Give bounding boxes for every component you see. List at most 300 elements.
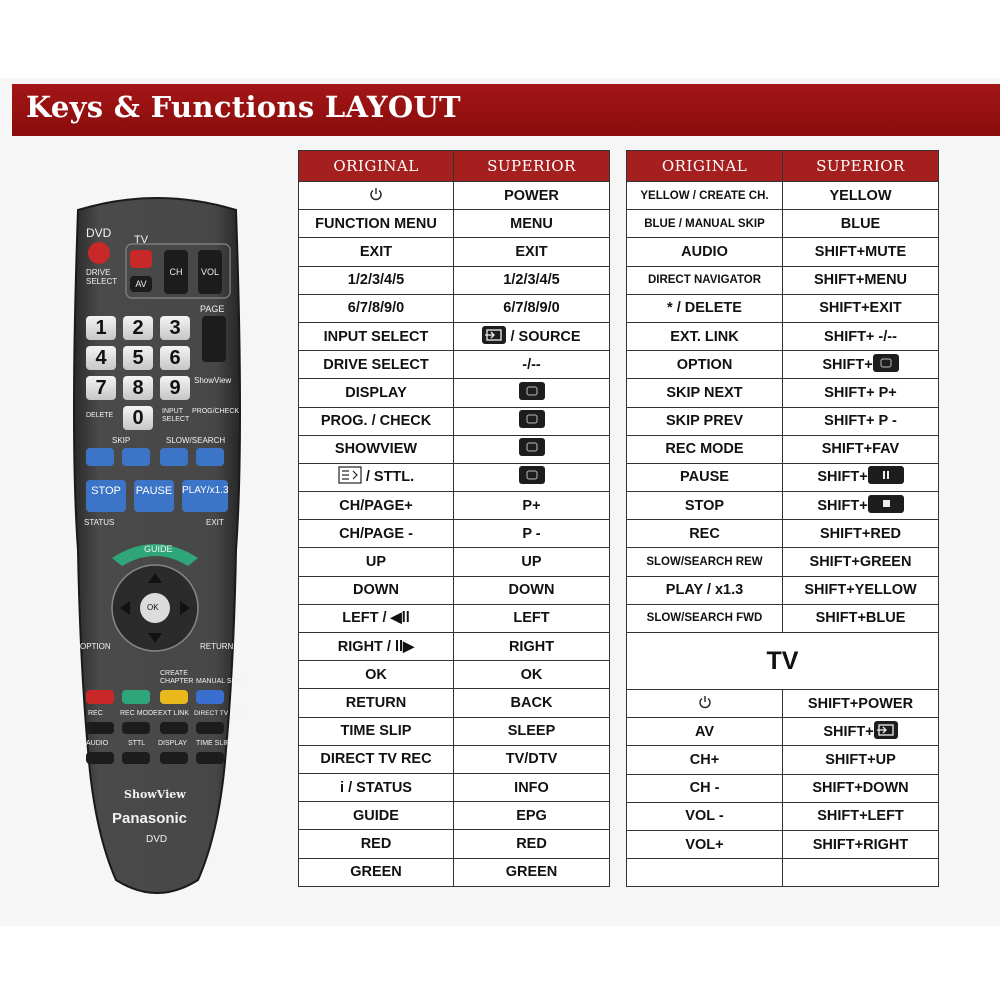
remote-manual-skip-label: MANUAL SKIP xyxy=(196,678,243,685)
remote-sttl-key xyxy=(122,752,150,764)
superior-cell xyxy=(783,463,939,491)
table-row xyxy=(627,576,939,604)
superior-cell xyxy=(783,238,939,266)
table-row xyxy=(627,746,939,774)
original-cell xyxy=(299,604,454,632)
table-header-row xyxy=(627,151,939,182)
remote-option-label: OPTION xyxy=(80,642,111,651)
superior-cell xyxy=(783,802,939,830)
table-row xyxy=(627,859,939,887)
superior-cell xyxy=(783,182,939,210)
original-cell-text: BLUE / MANUAL SKIP xyxy=(644,217,765,230)
table-row xyxy=(627,435,939,463)
superior-cell-text: / SOURCE xyxy=(510,328,581,345)
page-title: Keys & Functions LAYOUT xyxy=(26,90,461,124)
table-row xyxy=(299,858,610,886)
original-cell-text: CH - xyxy=(689,780,720,797)
superior-cell-text: SHIFT+RIGHT xyxy=(812,836,909,853)
original-cell-text: SHOWVIEW xyxy=(334,441,418,458)
original-cell-text: CH/PAGE - xyxy=(339,525,413,542)
original-cell xyxy=(627,548,783,576)
superior-cell xyxy=(454,604,610,632)
original-cell xyxy=(299,802,454,830)
superior-cell-text: SHIFT+ xyxy=(822,356,873,373)
original-cell xyxy=(627,830,783,858)
superior-cell xyxy=(783,520,939,548)
original-cell-text: VOL+ xyxy=(685,836,724,853)
table-row xyxy=(627,238,939,266)
superior-cell-text: SHIFT+MENU xyxy=(813,272,908,289)
original-cell-text: DOWN xyxy=(353,582,399,599)
superior-cell-text: GREEN xyxy=(505,864,558,881)
table-row xyxy=(299,604,610,632)
remote-slow-fwd-key xyxy=(196,448,224,466)
original-cell-text: RIGHT / ll▶ xyxy=(337,638,415,655)
original-cell-text: EXT. LINK xyxy=(670,328,739,345)
remote-page-label: PAGE xyxy=(200,304,225,314)
table-row xyxy=(299,576,610,604)
stop-key-icon xyxy=(868,495,904,517)
original-cell-text: YELLOW / CREATE CH. xyxy=(640,189,769,202)
remote-input-select-label: INPUT SELECT xyxy=(162,408,190,423)
original-cell-text: OK xyxy=(365,666,387,683)
original-cell xyxy=(299,689,454,717)
remote-green-key xyxy=(122,690,150,704)
superior-cell xyxy=(783,859,939,887)
table-row xyxy=(299,802,610,830)
remote-prog-check-label: PROG/CHECK xyxy=(192,408,240,415)
table-row xyxy=(627,520,939,548)
title-bar xyxy=(12,84,1000,136)
table-row xyxy=(299,210,610,238)
superior-cell xyxy=(454,492,610,520)
superior-cell xyxy=(783,548,939,576)
table-row xyxy=(627,351,939,379)
superior-cell xyxy=(783,294,939,322)
superior-cell xyxy=(454,210,610,238)
superior-cell xyxy=(454,773,610,801)
superior-cell xyxy=(783,379,939,407)
table-row xyxy=(627,294,939,322)
remote-digit-4: 4 xyxy=(86,346,116,370)
superior-cell-text: POWER xyxy=(504,187,559,204)
remote-brand-logo: Panasonic xyxy=(112,810,188,827)
remote-skip-next-key xyxy=(122,448,150,466)
header-superior: SUPERIOR xyxy=(454,151,610,182)
superior-cell-text: SHIFT+BLUE xyxy=(815,610,906,627)
superior-cell xyxy=(783,604,939,632)
table-header-row xyxy=(299,151,610,182)
superior-cell-text: SHIFT+POWER xyxy=(807,695,914,712)
remote-status-label: STATUS xyxy=(84,518,115,527)
remote-audio-label: AUDIO xyxy=(86,740,109,747)
table-row xyxy=(299,773,610,801)
superior-cell-text: RIGHT xyxy=(508,638,555,655)
input-source-icon xyxy=(874,721,898,743)
remote-digit-1: 1 xyxy=(86,316,116,340)
remote-guide-label: GUIDE xyxy=(144,544,173,554)
remote-skip-prev-key xyxy=(86,448,114,466)
power-icon xyxy=(698,695,712,713)
superior-cell-text: SHIFT+UP xyxy=(825,751,896,768)
table-row xyxy=(299,520,610,548)
superior-cell xyxy=(454,463,610,491)
remote-stop-key: STOP xyxy=(86,480,126,512)
superior-cell xyxy=(454,294,610,322)
table-row xyxy=(299,379,610,407)
subtitle-icon xyxy=(338,466,362,488)
superior-cell-text: SHIFT+ -/-- xyxy=(824,328,897,345)
original-cell-text: SLOW/SEARCH FWD xyxy=(646,612,763,625)
table-row xyxy=(299,717,610,745)
original-cell xyxy=(299,210,454,238)
table-row xyxy=(299,182,610,210)
superior-cell xyxy=(783,576,939,604)
keys-table-left xyxy=(298,150,610,887)
table-row xyxy=(299,830,610,858)
remote-digit-5: 5 xyxy=(123,346,153,370)
table-row xyxy=(627,802,939,830)
original-cell-text: 6/7/8/9/0 xyxy=(347,300,405,317)
button-icon xyxy=(519,438,545,460)
table-row xyxy=(627,690,939,718)
original-cell xyxy=(299,576,454,604)
original-cell-text: AUDIO xyxy=(681,243,728,260)
superior-cell-text: SHIFT+ xyxy=(817,469,868,486)
superior-cell-text: OK xyxy=(520,666,543,683)
remote-model-label: DVD xyxy=(146,834,168,845)
superior-cell-text: SHIFT+ P - xyxy=(824,413,897,430)
original-cell-text: RETURN xyxy=(345,694,407,711)
original-cell xyxy=(627,266,783,294)
superior-cell xyxy=(783,351,939,379)
original-cell xyxy=(627,294,783,322)
superior-cell-text: MENU xyxy=(510,215,553,232)
table-row xyxy=(627,604,939,632)
tv-section-heading: TV xyxy=(627,633,939,690)
table-row xyxy=(627,830,939,858)
remote-av-button: AV xyxy=(130,276,152,292)
remote-control xyxy=(68,190,246,915)
table-row xyxy=(299,463,610,491)
original-cell xyxy=(627,463,783,491)
superior-cell xyxy=(454,520,610,548)
remote-page-rocker xyxy=(202,316,226,362)
superior-cell-text: DOWN xyxy=(508,582,555,599)
remote-rec-key xyxy=(86,722,114,734)
original-cell-text: SKIP NEXT xyxy=(666,384,743,401)
superior-cell-text: SHIFT+ xyxy=(823,723,874,740)
remote-play-key: PLAY/x1.3 xyxy=(182,480,228,512)
superior-cell xyxy=(454,548,610,576)
original-cell-text: PAUSE xyxy=(680,469,729,486)
remote-digit-3: 3 xyxy=(160,316,190,340)
original-cell xyxy=(299,463,454,491)
original-cell xyxy=(299,661,454,689)
pause-key-icon xyxy=(868,466,904,488)
superior-cell-text: P+ xyxy=(522,497,541,514)
superior-cell-text: SHIFT+LEFT xyxy=(817,808,904,825)
remote-dvd-label: DVD xyxy=(86,226,112,240)
input-source-icon xyxy=(482,326,506,348)
superior-cell xyxy=(454,633,610,661)
table-row xyxy=(627,266,939,294)
remote-red-key xyxy=(86,690,114,704)
original-cell-text: RED xyxy=(360,835,392,852)
superior-cell xyxy=(783,492,939,520)
header-original: ORIGINAL xyxy=(627,151,783,182)
original-cell xyxy=(627,407,783,435)
remote-showview-logo: ShowView xyxy=(124,788,186,801)
remote-digit-6: 6 xyxy=(160,346,190,370)
original-cell-text: i / STATUS xyxy=(340,779,412,796)
tv-section-row xyxy=(627,633,939,690)
original-cell xyxy=(299,773,454,801)
remote-audio-key xyxy=(86,752,114,764)
superior-cell-text: TV/DTV xyxy=(505,751,558,768)
original-cell xyxy=(299,407,454,435)
remote-skip-label: SKIP xyxy=(112,436,131,445)
table-row xyxy=(299,689,610,717)
original-cell xyxy=(299,492,454,520)
original-cell xyxy=(627,238,783,266)
superior-cell xyxy=(454,576,610,604)
original-cell-text: INPUT SELECT xyxy=(323,328,429,345)
superior-cell-text: SHIFT+FAV xyxy=(821,441,900,458)
header-superior: SUPERIOR xyxy=(783,151,939,182)
original-cell xyxy=(627,435,783,463)
superior-cell-text: P - xyxy=(522,525,541,542)
remote-drive-select-label: DRIVE SELECT xyxy=(86,268,118,286)
table-row xyxy=(299,294,610,322)
original-cell xyxy=(299,182,454,210)
table-row xyxy=(299,745,610,773)
original-cell-text: REC MODE xyxy=(665,441,744,458)
table-row xyxy=(627,492,939,520)
table-row xyxy=(627,463,939,491)
table-row xyxy=(627,322,939,350)
superior-cell-text: EXIT xyxy=(515,243,548,260)
original-cell xyxy=(299,548,454,576)
original-cell-text: OPTION xyxy=(676,356,733,373)
superior-cell xyxy=(783,830,939,858)
original-cell xyxy=(299,266,454,294)
superior-cell xyxy=(454,435,610,463)
original-cell xyxy=(299,294,454,322)
superior-cell xyxy=(454,407,610,435)
remote-digit-8: 8 xyxy=(123,376,153,400)
remote-sttl-label: STTL xyxy=(128,740,146,747)
original-cell-text: REC xyxy=(689,525,720,542)
remote-pause-key: PAUSE xyxy=(134,480,174,512)
remote-digit-9: 9 xyxy=(160,376,190,400)
remote-yellow-key xyxy=(160,690,188,704)
table-row xyxy=(299,633,610,661)
superior-cell xyxy=(454,238,610,266)
remote-digit-7: 7 xyxy=(86,376,116,400)
button-icon xyxy=(519,382,545,404)
superior-cell xyxy=(454,379,610,407)
table-row xyxy=(299,351,610,379)
original-cell-text: DIRECT NAVIGATOR xyxy=(647,274,762,287)
original-cell xyxy=(627,182,783,210)
superior-cell-text: SHIFT+EXIT xyxy=(819,300,902,317)
superior-cell-text: 6/7/8/9/0 xyxy=(503,300,560,317)
superior-cell-text: 1/2/3/4/5 xyxy=(503,272,560,289)
table-row xyxy=(627,210,939,238)
superior-cell xyxy=(783,210,939,238)
original-cell xyxy=(299,858,454,886)
superior-cell xyxy=(454,830,610,858)
original-cell xyxy=(627,210,783,238)
original-cell-text: LEFT / ◀ll xyxy=(342,610,410,627)
superior-cell-text: INFO xyxy=(514,779,549,796)
original-cell-text: SLOW/SEARCH REW xyxy=(646,556,763,569)
remote-ext-link-key xyxy=(160,722,188,734)
superior-cell xyxy=(783,407,939,435)
dvd-power-button xyxy=(88,242,110,264)
remote-rec-mode-label: REC MODE xyxy=(120,710,158,717)
power-icon xyxy=(369,187,383,205)
superior-cell-text: -/-- xyxy=(522,356,541,373)
original-cell xyxy=(299,435,454,463)
remote-direct-tv-rec-label: DIRECT TV REC xyxy=(194,710,244,717)
original-cell xyxy=(627,576,783,604)
superior-cell xyxy=(783,266,939,294)
table-row xyxy=(627,774,939,802)
superior-cell-text: SLEEP xyxy=(507,723,556,740)
superior-cell-text: YELLOW xyxy=(829,187,892,204)
original-cell-text: / STTL. xyxy=(365,469,415,486)
original-cell-text: TIME SLIP xyxy=(340,723,412,740)
remote-display-label: DISPLAY xyxy=(158,740,188,747)
superior-cell-text: BACK xyxy=(510,694,553,711)
original-cell-text: EXIT xyxy=(359,243,393,260)
superior-cell-text: RED xyxy=(516,835,547,852)
original-cell xyxy=(299,717,454,745)
superior-cell xyxy=(454,322,610,350)
remote-ext-link-label: EXT LINK xyxy=(158,710,189,717)
original-cell xyxy=(627,746,783,774)
superior-cell xyxy=(454,717,610,745)
original-cell xyxy=(299,520,454,548)
original-cell-text: DRIVE SELECT xyxy=(323,356,429,373)
table-row xyxy=(299,238,610,266)
keys-table-right xyxy=(626,150,939,887)
superior-cell-text: SHIFT+ xyxy=(817,497,868,514)
superior-cell xyxy=(454,858,610,886)
superior-cell-text: SHIFT+MUTE xyxy=(814,243,907,260)
original-cell xyxy=(627,520,783,548)
table-row xyxy=(299,661,610,689)
table-row xyxy=(299,266,610,294)
superior-cell-text: LEFT xyxy=(513,610,550,627)
superior-cell xyxy=(783,435,939,463)
original-cell xyxy=(627,859,783,887)
remote-time-slip-key xyxy=(196,752,224,764)
original-cell xyxy=(299,745,454,773)
original-cell-text: GUIDE xyxy=(353,807,399,824)
superior-cell xyxy=(454,661,610,689)
button-icon xyxy=(519,466,545,488)
remote-exit-label: EXIT xyxy=(206,518,224,527)
table-row xyxy=(627,548,939,576)
superior-cell xyxy=(454,351,610,379)
superior-cell-text: SHIFT+GREEN xyxy=(809,554,912,571)
original-cell xyxy=(627,690,783,718)
table-row xyxy=(627,182,939,210)
superior-cell xyxy=(454,745,610,773)
remote-display-key xyxy=(160,752,188,764)
remote-rec-mode-key xyxy=(122,722,150,734)
remote-return-label: RETURN xyxy=(200,642,234,651)
original-cell xyxy=(299,238,454,266)
original-cell xyxy=(299,633,454,661)
table-row xyxy=(299,492,610,520)
superior-cell xyxy=(783,746,939,774)
remote-digit-2: 2 xyxy=(123,316,153,340)
superior-cell-text: SHIFT+YELLOW xyxy=(804,582,917,599)
original-cell-text: STOP xyxy=(684,497,725,514)
remote-slow-search-label: SLOW/SEARCH xyxy=(166,436,226,445)
remote-digit-0: 0 xyxy=(123,406,153,430)
superior-cell-text: UP xyxy=(521,554,542,571)
original-cell-text: 1/2/3/4/5 xyxy=(347,272,405,289)
remote-vol-rocker: VOL xyxy=(198,250,222,294)
remote-create-chapter-label: CREATE CHAPTER xyxy=(160,670,194,685)
header-original: ORIGINAL xyxy=(299,151,454,182)
original-cell xyxy=(299,379,454,407)
table-row xyxy=(299,548,610,576)
original-cell xyxy=(627,351,783,379)
superior-cell xyxy=(783,774,939,802)
superior-cell-text: SHIFT+DOWN xyxy=(812,780,909,797)
table-row xyxy=(299,322,610,350)
remote-rec-label: REC xyxy=(88,710,103,717)
remote-time-slip-label: TIME SLIP xyxy=(196,740,230,747)
original-cell-text: CH+ xyxy=(689,751,720,768)
original-cell xyxy=(627,604,783,632)
button-icon xyxy=(519,410,545,432)
remote-showview-key-label: ShowView xyxy=(194,376,232,385)
original-cell-text: * / DELETE xyxy=(667,300,742,317)
table-row xyxy=(299,435,610,463)
superior-cell-text: SHIFT+ P+ xyxy=(824,384,897,401)
superior-cell-text: BLUE xyxy=(840,215,881,232)
original-cell-text: GREEN xyxy=(350,864,402,881)
original-cell-text: PROG. / CHECK xyxy=(320,413,432,430)
original-cell-text: AV xyxy=(694,723,715,740)
original-cell xyxy=(627,802,783,830)
original-cell-text: PLAY / x1.3 xyxy=(665,582,744,599)
original-cell-text: UP xyxy=(365,554,387,571)
original-cell xyxy=(627,492,783,520)
superior-cell xyxy=(783,690,939,718)
remote-direct-tv-rec-key xyxy=(196,722,224,734)
button-icon xyxy=(873,354,899,376)
remote-ch-rocker: CH xyxy=(164,250,188,294)
superior-cell-text: SHIFT+RED xyxy=(820,525,901,542)
original-cell-text: FUNCTION MENU xyxy=(315,215,437,232)
superior-cell xyxy=(783,322,939,350)
remote-delete-label: DELETE xyxy=(86,412,114,419)
original-cell-text: CH/PAGE+ xyxy=(339,497,413,514)
original-cell-text: SKIP PREV xyxy=(665,413,744,430)
original-cell-text: VOL - xyxy=(685,808,724,825)
original-cell xyxy=(627,718,783,746)
original-cell-text: DISPLAY xyxy=(345,384,407,401)
original-cell xyxy=(299,322,454,350)
